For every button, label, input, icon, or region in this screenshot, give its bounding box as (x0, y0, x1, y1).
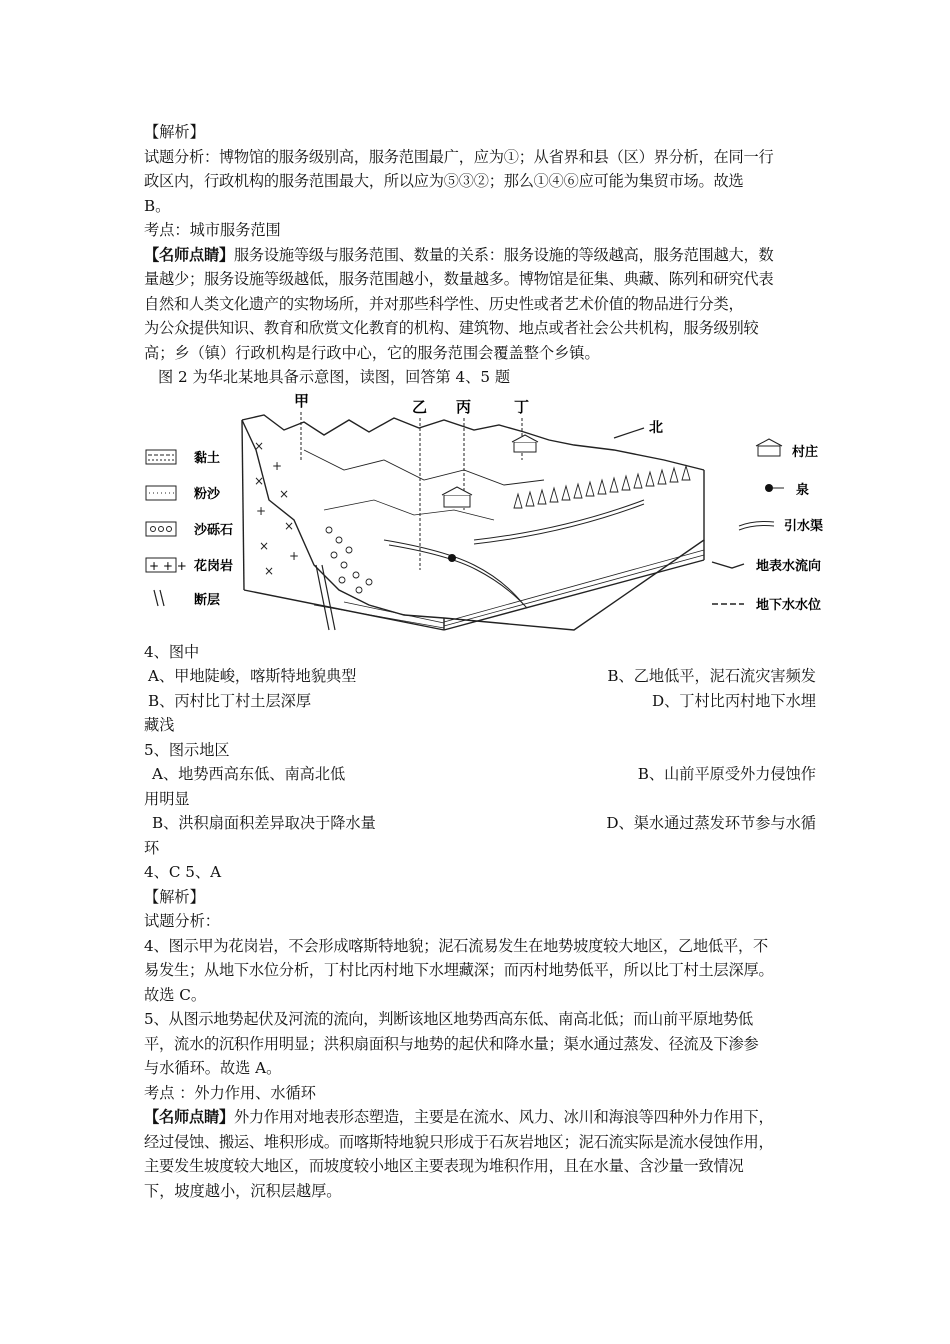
legend-right (712, 439, 823, 613)
legend-spring: 泉 (796, 482, 810, 498)
north-arrow (614, 428, 644, 438)
mingshi-line-2: 下，坡度越小，沉积层越厚。 (144, 1181, 342, 1200)
north-label: 北 (649, 419, 663, 436)
trees (514, 466, 690, 508)
label-jia: 甲 (294, 391, 310, 410)
village-icons (442, 435, 538, 507)
analysis-line: 政区内，行政机构的服务范围最大，所以应为⑤③②；那么①④⑥应可能为集贸市场。故选 (144, 172, 744, 190)
q5-option-d-cont: 环 (144, 838, 160, 857)
q5-option-a: A、地势西高东低、南高北低 (152, 765, 346, 783)
legend-channel: 引水渠 (784, 518, 824, 534)
mingshi-label: 【名师点睛】 (144, 245, 234, 264)
q4-option-d: D、丁村比丙村地下水埋 (651, 691, 816, 710)
kaodian-line: 考点：城市服务范围 (144, 221, 281, 239)
block-body (242, 415, 704, 630)
analysis-line: 试题分析：博物馆的服务级别高，服务范围最广，应为①；从省界和县（区）界分析，在同一行 (144, 147, 774, 166)
legend-silt: 粉沙 (194, 486, 221, 502)
legend-granite: 花岗岩 (194, 558, 234, 574)
svg-text:×: × (259, 538, 270, 553)
q5-option-d: D、渠水通过蒸发环节参与水循 (606, 814, 816, 832)
legend-village: 村庄 (792, 444, 819, 460)
mingshi-line-2 (144, 1105, 816, 1130)
q5-analysis-line: 5、从图示地势起伏及河流的流向，判断该地区地势西高东低、南高北低；而山前平原地势低 (144, 1010, 753, 1028)
legend-water-table: 地下水水位 (756, 597, 822, 613)
answer-line: 4、C 5、A (144, 863, 222, 881)
analysis-title: 试题分析： (144, 912, 220, 930)
svg-text:+: + (272, 458, 283, 473)
spring-dot (448, 554, 456, 562)
label-ding: 丁 (514, 397, 530, 416)
q4-option-b: B、乙地低平，泥石流灾害频发 (607, 667, 816, 685)
jiexi-heading-2: 【解析】 (144, 887, 205, 906)
svg-text:×: × (264, 563, 275, 578)
label-bing: 丙 (456, 397, 472, 416)
figure-caption: 图 2 为华北某地具备示意图，读图，回答第 4、5 题 (158, 368, 511, 386)
svg-text:×: × (279, 486, 290, 501)
q4-analysis-line: 易发生；从地下水位分析，丁村比丙村地下水埋藏深；而丙村地势低平，所以比丁村土层深厚。 (144, 961, 774, 979)
svg-text:+: + (289, 548, 300, 563)
mingshi-text: 服务设施等级与服务范围、数量的关系：服务设施的等级越高，服务范围越大，数 (233, 245, 774, 264)
legend-gravel: 沙砾石 (194, 522, 234, 538)
q5-analysis-line: 与水循环。故选 A。 (144, 1059, 282, 1077)
marker-lines (301, 412, 522, 570)
legend-clay: 黏土 (194, 450, 221, 466)
mingshi-line-2: 主要发生坡度较大地区，而坡度较小地区主要表现为堆积作用，且在水量、含沙量一致情况 (144, 1157, 744, 1175)
q4-option-d-cont: 藏浅 (144, 716, 175, 734)
q5-option-b-cont: 用明显 (144, 789, 190, 808)
legend-left (146, 450, 233, 608)
q4-analysis-line: 4、图示甲为花岗岩，不会形成喀斯特地貌；泥石流易发生在地势坡度较大地区，乙地低平，不 (144, 936, 768, 955)
svg-text:×: × (284, 518, 295, 533)
geology-block-diagram (144, 390, 824, 640)
granite-pattern (254, 439, 299, 578)
kaodian-line-2: 考点 ：外力作用、水循环 (144, 1083, 316, 1102)
mingshi-text-2: 外力作用对地表形态塑造，主要是在流水、风力、冰川和海浪等四种外力作用下， (233, 1108, 774, 1126)
q4-options-row1 (144, 664, 816, 689)
label-yi: 乙 (412, 397, 428, 416)
q5-analysis-line: 平，流水的沉积作用明显；洪积扇面积与地势的起伏和降水量；渠水通过蒸发、径流及下渗参 (144, 1034, 759, 1053)
q4-option-a: A、甲地陡峻，喀斯特地貌典型 (148, 667, 357, 685)
svg-text:×: × (254, 438, 265, 453)
q4-stem: 4、图中 (144, 642, 200, 661)
q5-stem: 5、图示地区 (144, 740, 230, 759)
q4-option-c: B、丙村比丁村土层深厚 (148, 691, 312, 710)
legend-surface-flow: 地表水流向 (756, 558, 822, 574)
q5-options-row1 (144, 762, 816, 787)
q5-options-row2 (144, 811, 816, 836)
q5-option-b: B、山前平原受外力侵蚀作 (637, 765, 816, 783)
q5-option-c: B、洪积扇面积差异取决于降水量 (152, 814, 376, 832)
mingshi-line: 高；乡（镇）行政机构是行政中心，它的服务范围会覆盖整个乡镇。 (144, 343, 600, 362)
mingshi-line: 量越少；服务设施等级越低，服务范围越小，数量越多。博物馆是征集、典藏、陈列和研究代表 (144, 270, 774, 288)
mingshi-label-2: 【名师点睛】 (144, 1108, 234, 1126)
mingshi-line: 为公众提供知识、教育和欣赏文化教育的机构、建筑物、地点或者社会公共机构，服务级别较 (144, 319, 759, 337)
legend-fault: 断层 (194, 592, 221, 608)
svg-text:+: + (256, 503, 267, 518)
diagram-svg (144, 390, 824, 640)
jiexi-heading: 【解析】 (144, 123, 205, 141)
mingshi-line: 自然和人类文化遗产的实物场所，并对那些科学性、历史性或者艺术价值的物品进行分类， (144, 294, 744, 313)
mingshi-line (144, 243, 816, 268)
svg-text:+ + +: + + + (149, 558, 187, 573)
q4-analysis-line: 故选 C。 (144, 985, 207, 1004)
svg-text:×: × (254, 473, 265, 488)
q4-options-row2 (144, 689, 816, 714)
analysis-line: B。 (144, 196, 171, 215)
mingshi-line-2: 经过侵蚀、搬运、堆积形成。而喀斯特地貌只形成于石灰岩地区；泥石流实际是流水侵蚀作用， (144, 1132, 774, 1151)
content-body (144, 120, 824, 1203)
